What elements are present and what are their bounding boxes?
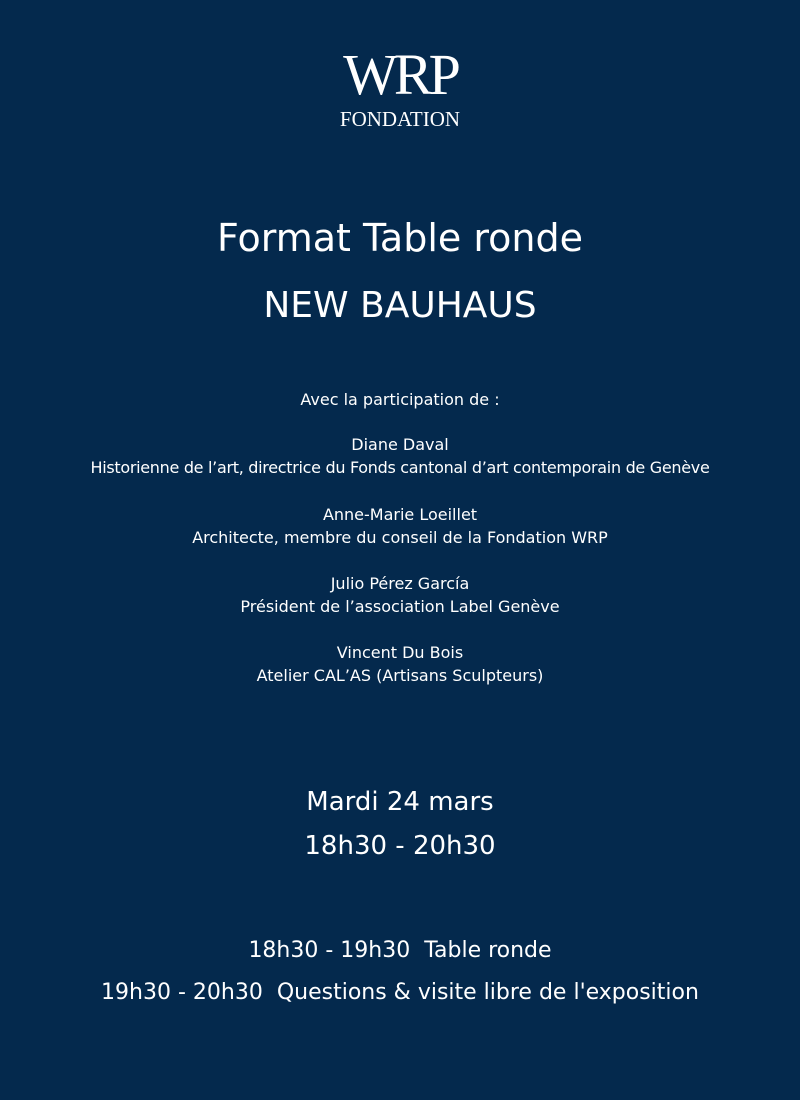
event-schedule [0,930,800,1014]
participant [0,503,800,549]
schedule-item: 18h30 - 19h30 Table ronde [248,938,552,963]
event-time: 18h30 - 20h30 [304,831,496,861]
participant-role: Atelier CAL’AS (Artisans Sculpteurs) [256,666,544,685]
logo-subtitle: FONDATION [339,107,461,131]
participant [0,433,800,479]
logo-mark: WRP [343,42,457,107]
page-title: Format Table ronde [217,216,583,260]
participant-name: Diane Daval [351,435,449,454]
participants-intro: Avec la participation de : [300,390,500,409]
participant-role: Président de l’association Label Genève [240,597,560,616]
participant-role: Architecte, membre du conseil de la Fondation WRP [192,528,608,547]
event-name: NEW BAUHAUS [263,285,537,326]
participant-role: Historienne de l’art, directrice du Fonds cantonal d’art contemporain de Genève [90,458,710,477]
participant [0,641,800,687]
participant-name: Julio Pérez García [330,574,470,593]
fondation-logo [300,42,500,140]
participant-name: Anne-Marie Loeillet [322,505,478,524]
participant [0,572,800,618]
event-date: Mardi 24 mars [306,787,494,817]
event-datetime [0,780,800,868]
participant-name: Vincent Du Bois [336,643,464,662]
schedule-item: 19h30 - 20h30 Questions & visite libre de l'exposition [101,980,699,1005]
